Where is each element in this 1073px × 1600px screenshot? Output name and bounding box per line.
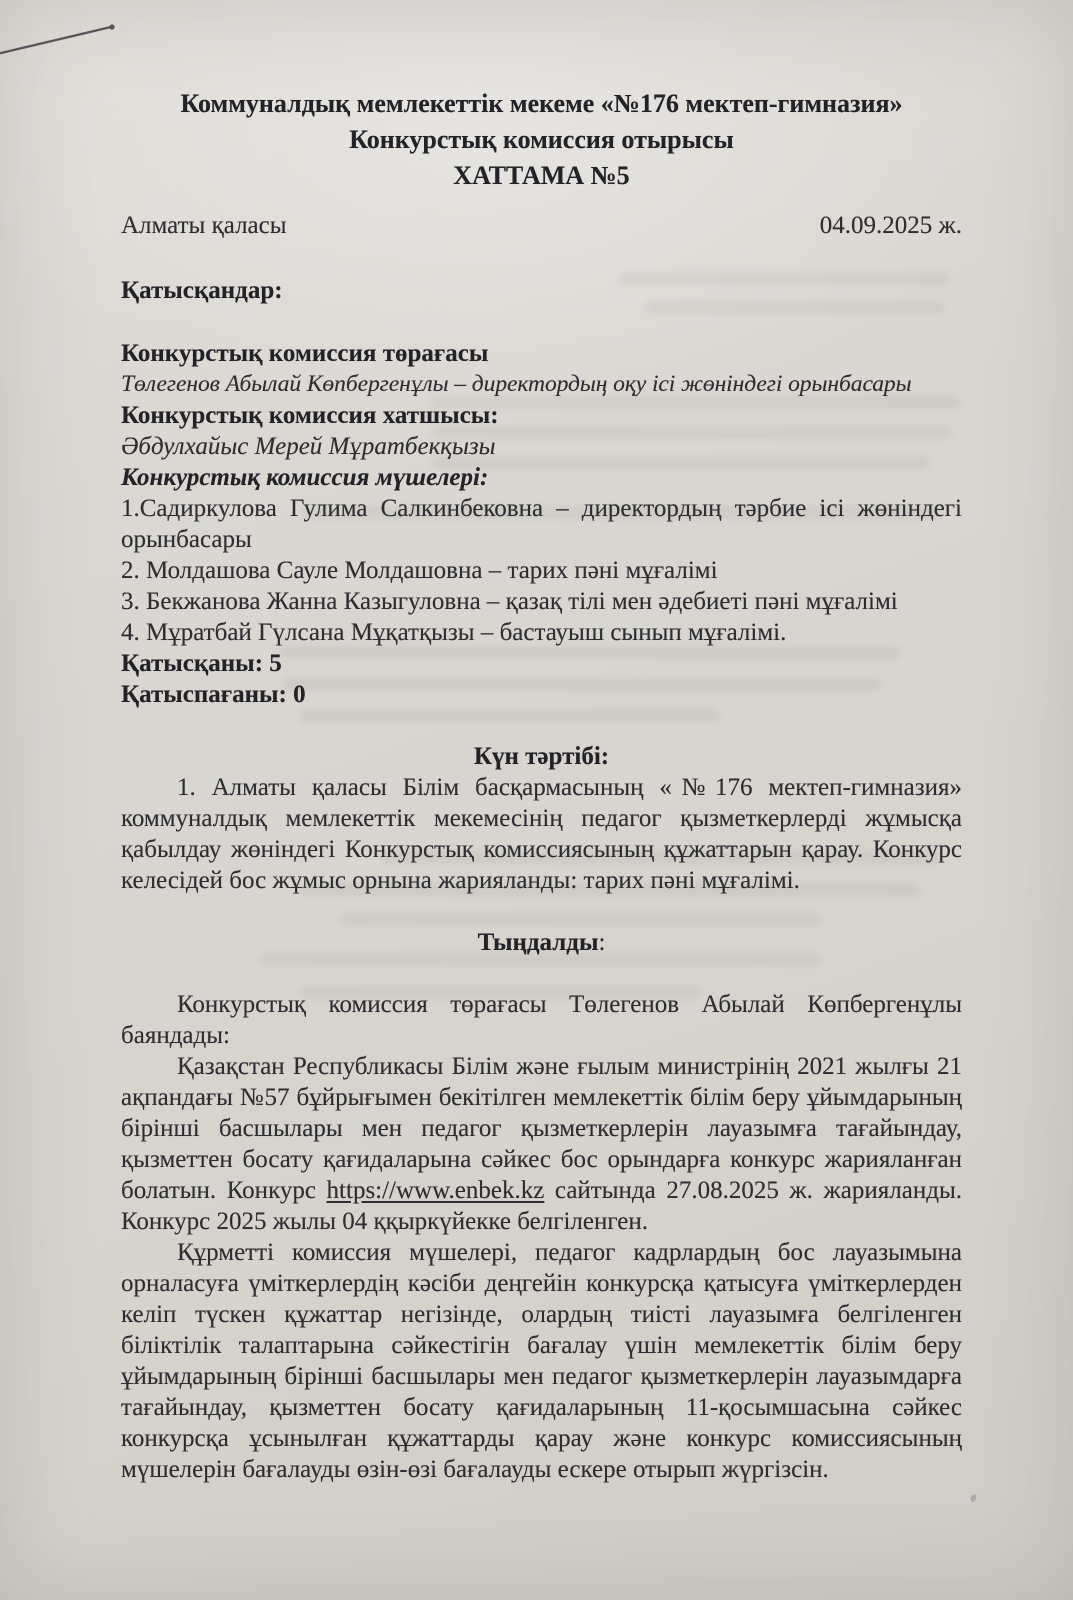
agenda-item-1: 1. Алматы қаласы Білім басқармасының «№176 мектеп-гимназия» коммуналдық мемлекеттік мекемесінің педагог қызметкерлерді жұмысқа қабылдау жөніндегі Конкурстық комиссиясының құжаттарын қарау. Конкурс келесідей бос жұмыс орнына жарияланды: тарих пәні мұғалімі.	[121, 774, 962, 894]
paper-speck	[970, 1493, 977, 1502]
doc-title-protocol: ХАТТАМА №5	[453, 161, 630, 190]
doc-title-org: Коммуналдық мемлекеттік мекеме «№176 мектеп-гимназия»	[180, 89, 903, 118]
meta-date: 04.09.2025 ж.	[819, 212, 962, 239]
secretary-name: Әбдулхайыс Мерей Мұратбекқызы	[121, 433, 496, 460]
meta-row	[121, 210, 962, 241]
doc-title-meeting: Конкурстық комиссия отырысы	[349, 125, 734, 154]
member-item: 4. Мұратбай Гүлсана Мұқатқызы – бастауыш сынып мұғалімі.	[121, 619, 787, 646]
attendees-heading: Қатысқандар:	[121, 277, 283, 304]
absent-count: Қатыспағаны: 0	[121, 681, 306, 708]
heard-paragraph-3: Құрметті комиссия мүшелері, педагог кадрлардың бос лауазымына орналасуға үміткерлердің кәсіби деңгейін конкурсқа қатысуға үміткерлерден келіп түскен құжаттар негізінде, олардың тиісті лауазымға белгіленген біліктілік талаптарына сәйкестігін бағалау үшін мемлекеттік білім беру ұйымдарының бірінші басшылары мен педагог қызметкерлерін лауазымдарға тағайындау, қызметтен босату қағидаларының 11-қосымшасына сәйкес конкурсқа ұсынылған құжаттарды қарау және конкурс комиссиясының мүшелерін бағалауды өзін-өзі бағалауды ескере отырып жүргізсін.	[121, 1239, 962, 1483]
chair-name: Төлегенов Абылай Көпбергенұлы – директордың оқу ісі жөніндегі орынбасары	[121, 371, 912, 397]
corner-crease-mark	[0, 0, 140, 70]
heard-heading-colon: :	[598, 929, 606, 956]
member-item: 1.Садиркулова Гулима Салкинбековна – директордың тәрбие ісі жөніндегі орынбасары	[121, 495, 962, 553]
secretary-label: Конкурстық комиссия хатшысы:	[121, 402, 499, 429]
present-count: Қатысқаны: 5	[121, 650, 282, 677]
members-label: Конкурстық комиссия мүшелері:	[121, 464, 489, 491]
enbek-link: https://www.enbek.kz	[326, 1177, 545, 1204]
heard-paragraph-1: Конкурстық комиссия төрағасы Төлегенов Абылай Көпбергенұлы баяндады:	[121, 991, 962, 1049]
heard-paragraph-2	[121, 1051, 962, 1237]
member-item: 2. Молдашова Сауле Молдашовна – тарих пәні мұғалімі	[121, 557, 718, 584]
chair-label: Конкурстық комиссия төрағасы	[121, 340, 489, 367]
member-item: 3. Бекжанова Жанна Казыгуловна – қазақ тілі мен әдебиеті пәні мұғалімі	[121, 588, 898, 615]
heard-paragraph-2-text: сайтында 27.08.2025 ж. жарияланды. Конкурс 2025 жылы 04 ққыркүйекке белгіленген.	[121, 1177, 962, 1235]
heard-paragraph-2-text: Қазақстан Республикасы Білім және ғылым министрінің 2021 жылғы 21 ақпандағы №57 бұйрығымен бекітілген мемлекеттік білім беру ұйымдарының бірінші басшылары мен педагог қызметкерлерін лауазымға тағайындау, қызметтен босату қағидаларына сәйкес бос орындарға конкурс жарияланған болатын. Конкурс	[121, 1053, 962, 1204]
heard-heading-word: Тыңдалды	[477, 929, 599, 956]
meta-city: Алматы қаласы	[121, 212, 287, 239]
heard-heading	[121, 927, 962, 958]
agenda-heading: Күн тәртібі:	[473, 743, 610, 770]
